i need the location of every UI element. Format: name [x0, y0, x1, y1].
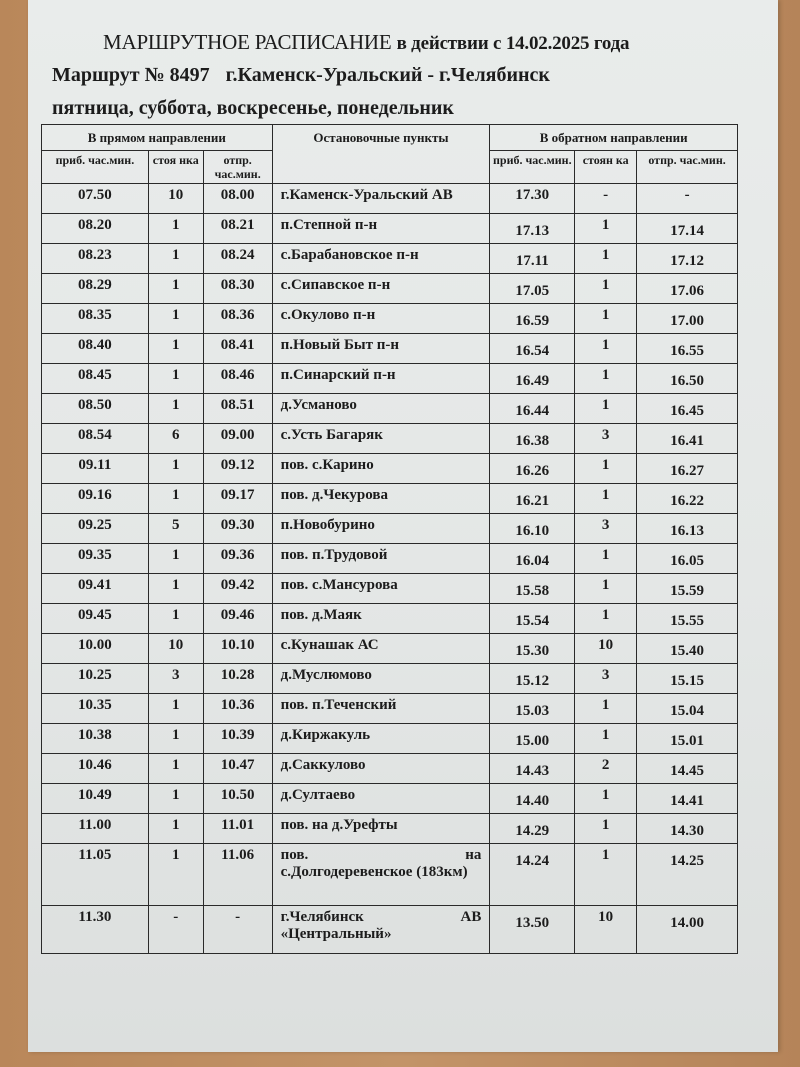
stop-name: с.Окулово п-н	[272, 304, 490, 334]
forward-stay: 1	[148, 334, 203, 364]
forward-stay: 1	[148, 214, 203, 244]
reverse-arrival-header: приб. час.мин.	[490, 151, 575, 184]
forward-arrival: 10.00	[42, 634, 149, 664]
forward-stay: 1	[148, 484, 203, 514]
reverse-arrival: 17.05	[490, 274, 575, 304]
schedule-table	[41, 124, 738, 954]
stop-name: д.Саккулово	[272, 754, 490, 784]
forward-stay-header: стоя нка	[148, 151, 203, 184]
forward-stay: 1	[148, 724, 203, 754]
stop-name: пов. с.Карино	[272, 454, 490, 484]
forward-arrival: 08.50	[42, 394, 149, 424]
reverse-arrival: 13.50	[490, 906, 575, 954]
reverse-stay: 1	[575, 364, 637, 394]
reverse-arrival: 16.26	[490, 454, 575, 484]
reverse-stay: 1	[575, 214, 637, 244]
table-row	[42, 304, 738, 334]
table-row	[42, 574, 738, 604]
reverse-stay: -	[575, 184, 637, 214]
stop-name: д.Султаево	[272, 784, 490, 814]
reverse-departure: 16.55	[637, 334, 738, 364]
reverse-stay: 1	[575, 334, 637, 364]
forward-arrival: 09.41	[42, 574, 149, 604]
reverse-departure: 17.00	[637, 304, 738, 334]
reverse-arrival: 14.40	[490, 784, 575, 814]
stop-name: с.Кунашак АС	[272, 634, 490, 664]
stop-name-part: пов.	[280, 847, 309, 863]
reverse-departure: 15.04	[637, 694, 738, 724]
reverse-arrival: 16.59	[490, 304, 575, 334]
stop-name-part: АВ	[460, 909, 482, 925]
stop-name-line	[281, 909, 482, 926]
forward-stay: 1	[148, 304, 203, 334]
schedule-body	[42, 184, 738, 954]
reverse-departure: 15.55	[637, 604, 738, 634]
forward-departure: 11.01	[203, 814, 272, 844]
forward-departure: 08.21	[203, 214, 272, 244]
reverse-stay: 10	[575, 906, 637, 954]
reverse-departure: 14.25	[637, 844, 738, 906]
table-row	[42, 424, 738, 454]
reverse-arrival: 16.44	[490, 394, 575, 424]
reverse-departure: 14.00	[637, 906, 738, 954]
forward-stay: 1	[148, 784, 203, 814]
reverse-departure: 15.01	[637, 724, 738, 754]
reverse-arrival: 16.54	[490, 334, 575, 364]
route-number: Маршрут № 8497	[52, 64, 210, 86]
table-row	[42, 244, 738, 274]
stop-name: д.Муслюмово	[272, 664, 490, 694]
title-effective-date: в действии с 14.02.2025 года	[396, 33, 630, 54]
document-title	[103, 30, 629, 55]
table-row	[42, 784, 738, 814]
reverse-departure: 14.30	[637, 814, 738, 844]
stop-name: п.Степной п-н	[272, 214, 490, 244]
forward-stay: 10	[148, 634, 203, 664]
reverse-departure: 17.06	[637, 274, 738, 304]
table-row	[42, 906, 738, 954]
forward-arrival: 08.45	[42, 364, 149, 394]
stop-name-part: «Центральный»	[280, 926, 392, 942]
reverse-departure: 17.14	[637, 214, 738, 244]
forward-departure: 10.28	[203, 664, 272, 694]
forward-departure: 10.39	[203, 724, 272, 754]
stop-name: п.Новый Быт п-н	[272, 334, 490, 364]
operating-days: пятница, суббота, воскресенье, понедельник	[52, 97, 454, 119]
stop-name: с.Барабановское п-н	[272, 244, 490, 274]
table-row	[42, 214, 738, 244]
forward-arrival: 08.35	[42, 304, 149, 334]
reverse-stay: 2	[575, 754, 637, 784]
route-header	[52, 64, 550, 87]
table-row	[42, 724, 738, 754]
forward-arrival: 11.05	[42, 844, 149, 906]
forward-stay: 1	[148, 694, 203, 724]
route-name: г.Каменск-Уральский - г.Челябинск	[225, 64, 550, 86]
reverse-departure: 15.15	[637, 664, 738, 694]
forward-arrival-header: приб. час.мин.	[42, 151, 149, 184]
forward-arrival: 11.00	[42, 814, 149, 844]
table-row	[42, 634, 738, 664]
stop-name: п.Новобурино	[272, 514, 490, 544]
table-row	[42, 844, 738, 906]
forward-arrival: 08.54	[42, 424, 149, 454]
forward-arrival: 08.29	[42, 274, 149, 304]
forward-departure: 08.36	[203, 304, 272, 334]
reverse-arrival: 15.00	[490, 724, 575, 754]
stop-name: д.Усманово	[272, 394, 490, 424]
reverse-departure: 15.40	[637, 634, 738, 664]
reverse-arrival: 14.29	[490, 814, 575, 844]
reverse-departure: 15.59	[637, 574, 738, 604]
forward-departure: 08.51	[203, 394, 272, 424]
stop-name: с.Сипавское п-н	[272, 274, 490, 304]
reverse-stay: 1	[575, 724, 637, 754]
forward-arrival: 10.46	[42, 754, 149, 784]
forward-arrival: 08.23	[42, 244, 149, 274]
reverse-departure: 16.41	[637, 424, 738, 454]
reverse-departure: 14.41	[637, 784, 738, 814]
reverse-stay-header: стоян ка	[575, 151, 637, 184]
forward-departure: 09.36	[203, 544, 272, 574]
reverse-stay: 1	[575, 574, 637, 604]
stop-name	[272, 844, 490, 906]
forward-arrival: 09.25	[42, 514, 149, 544]
stop-name: г.Каменск-Уральский АВ	[272, 184, 490, 214]
reverse-arrival: 14.24	[490, 844, 575, 906]
reverse-direction-header: В обратном направлении	[490, 125, 738, 151]
reverse-stay: 1	[575, 274, 637, 304]
forward-stay: 1	[148, 814, 203, 844]
table-row	[42, 754, 738, 784]
reverse-stay: 3	[575, 514, 637, 544]
reverse-arrival: 14.43	[490, 754, 575, 784]
reverse-arrival: 15.12	[490, 664, 575, 694]
forward-stay: 1	[148, 274, 203, 304]
forward-departure: 10.10	[203, 634, 272, 664]
forward-departure: 08.00	[203, 184, 272, 214]
reverse-stay: 1	[575, 694, 637, 724]
reverse-arrival: 16.21	[490, 484, 575, 514]
table-row	[42, 364, 738, 394]
stop-name: пов. п.Теченский	[272, 694, 490, 724]
forward-departure: 11.06	[203, 844, 272, 906]
forward-departure: 09.12	[203, 454, 272, 484]
title-main: МАРШРУТНОЕ РАСПИСАНИЕ	[103, 30, 392, 54]
forward-departure: 08.30	[203, 274, 272, 304]
forward-stay: 1	[148, 544, 203, 574]
reverse-arrival: 15.03	[490, 694, 575, 724]
reverse-departure: 16.50	[637, 364, 738, 394]
forward-arrival: 08.40	[42, 334, 149, 364]
stop-name: пов. д.Чекурова	[272, 484, 490, 514]
reverse-stay: 1	[575, 814, 637, 844]
stops-header: Остановочные пункты	[272, 125, 490, 184]
forward-stay: 1	[148, 754, 203, 784]
reverse-departure: 16.22	[637, 484, 738, 514]
forward-arrival: 09.45	[42, 604, 149, 634]
forward-arrival: 10.49	[42, 784, 149, 814]
table-row	[42, 664, 738, 694]
stop-name: д.Киржакуль	[272, 724, 490, 754]
forward-stay: 5	[148, 514, 203, 544]
forward-departure: 09.30	[203, 514, 272, 544]
forward-departure-header: отпр. час.мин.	[203, 151, 272, 184]
table-row	[42, 694, 738, 724]
forward-stay: 1	[148, 394, 203, 424]
reverse-arrival: 15.30	[490, 634, 575, 664]
forward-departure: 10.47	[203, 754, 272, 784]
reverse-departure: 16.13	[637, 514, 738, 544]
forward-departure: 09.00	[203, 424, 272, 454]
reverse-arrival: 16.49	[490, 364, 575, 394]
forward-arrival: 11.30	[42, 906, 149, 954]
forward-stay: 10	[148, 184, 203, 214]
table-row	[42, 394, 738, 424]
forward-arrival: 09.35	[42, 544, 149, 574]
table-row	[42, 454, 738, 484]
reverse-stay: 1	[575, 394, 637, 424]
reverse-stay: 1	[575, 244, 637, 274]
forward-arrival: 09.11	[42, 454, 149, 484]
table-row	[42, 514, 738, 544]
stop-name-line	[281, 847, 482, 864]
forward-arrival: 09.16	[42, 484, 149, 514]
table-row	[42, 184, 738, 214]
forward-departure: 09.42	[203, 574, 272, 604]
forward-stay: -	[148, 906, 203, 954]
reverse-arrival: 17.11	[490, 244, 575, 274]
table-row	[42, 544, 738, 574]
forward-departure: 09.17	[203, 484, 272, 514]
reverse-departure: -	[637, 184, 738, 214]
stop-name-part: с.Долгодеревенское (183км)	[280, 864, 468, 880]
reverse-arrival: 17.30	[490, 184, 575, 214]
reverse-departure-header: отпр. час.мин.	[637, 151, 738, 184]
stop-name: пов. п.Трудовой	[272, 544, 490, 574]
forward-stay: 3	[148, 664, 203, 694]
stop-name	[272, 906, 490, 954]
stop-name-part: г.Челябинск	[280, 909, 364, 925]
stop-name-part: на	[465, 847, 482, 863]
reverse-stay: 1	[575, 544, 637, 574]
forward-stay: 1	[148, 604, 203, 634]
reverse-arrival: 15.58	[490, 574, 575, 604]
reverse-departure: 16.45	[637, 394, 738, 424]
reverse-stay: 1	[575, 454, 637, 484]
forward-departure: 10.50	[203, 784, 272, 814]
table-row	[42, 814, 738, 844]
stop-name: пов. д.Маяк	[272, 604, 490, 634]
forward-departure: 08.41	[203, 334, 272, 364]
forward-departure: 08.24	[203, 244, 272, 274]
reverse-departure: 16.05	[637, 544, 738, 574]
forward-departure: -	[203, 906, 272, 954]
reverse-stay: 3	[575, 664, 637, 694]
forward-stay: 1	[148, 844, 203, 906]
table-row	[42, 604, 738, 634]
forward-stay: 1	[148, 454, 203, 484]
forward-stay: 1	[148, 364, 203, 394]
forward-stay: 1	[148, 574, 203, 604]
reverse-stay: 1	[575, 484, 637, 514]
table-row	[42, 334, 738, 364]
forward-arrival: 10.25	[42, 664, 149, 694]
table-row	[42, 274, 738, 304]
reverse-arrival: 16.10	[490, 514, 575, 544]
forward-direction-header: В прямом направлении	[42, 125, 273, 151]
reverse-stay: 1	[575, 304, 637, 334]
forward-arrival: 08.20	[42, 214, 149, 244]
stop-name: с.Усть Багаряк	[272, 424, 490, 454]
reverse-stay: 10	[575, 634, 637, 664]
forward-departure: 08.46	[203, 364, 272, 394]
forward-departure: 09.46	[203, 604, 272, 634]
forward-departure: 10.36	[203, 694, 272, 724]
reverse-arrival: 16.38	[490, 424, 575, 454]
forward-stay: 6	[148, 424, 203, 454]
reverse-departure: 16.27	[637, 454, 738, 484]
forward-arrival: 10.38	[42, 724, 149, 754]
table-row	[42, 484, 738, 514]
reverse-departure: 17.12	[637, 244, 738, 274]
forward-arrival: 10.35	[42, 694, 149, 724]
reverse-arrival: 15.54	[490, 604, 575, 634]
reverse-stay: 1	[575, 844, 637, 906]
stop-name: пов. на д.Урефты	[272, 814, 490, 844]
forward-arrival: 07.50	[42, 184, 149, 214]
reverse-stay: 1	[575, 604, 637, 634]
reverse-departure: 14.45	[637, 754, 738, 784]
reverse-arrival: 16.04	[490, 544, 575, 574]
reverse-stay: 3	[575, 424, 637, 454]
reverse-arrival: 17.13	[490, 214, 575, 244]
stop-name: п.Синарский п-н	[272, 364, 490, 394]
forward-stay: 1	[148, 244, 203, 274]
stop-name: пов. с.Мансурова	[272, 574, 490, 604]
reverse-stay: 1	[575, 784, 637, 814]
